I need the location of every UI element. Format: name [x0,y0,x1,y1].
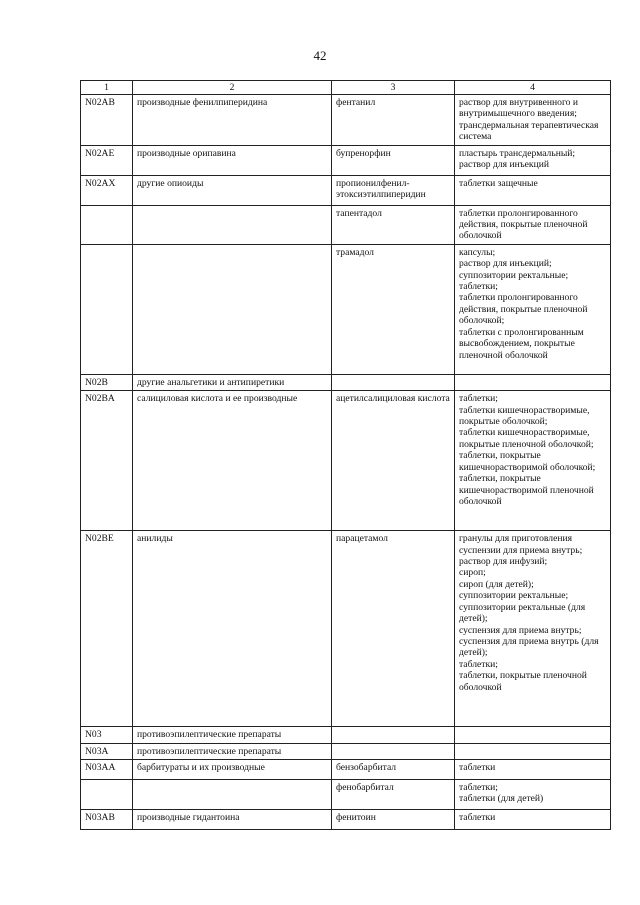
table-row [81,175,611,205]
group-name-cell: барбитураты и их производные [133,760,332,780]
dosage-form: таблетки; [459,658,498,670]
group-name-cell: противоэпилептические препараты [133,727,332,743]
dosage-forms-cell [455,531,611,727]
dosage-forms-cell [455,727,611,743]
dosage-forms-cell [455,780,611,810]
dosage-forms-cell [455,743,611,759]
dosage-forms-cell [455,244,611,374]
dosage-forms-cell [455,95,611,146]
table-row [81,205,611,244]
substance-cell: бупренорфин [332,145,455,175]
dosage-form: пластырь трансдермальный; [459,147,576,159]
dosage-form: капсулы; [459,246,496,258]
dosage-forms-cell [455,205,611,244]
table-row [81,780,611,810]
dosage-form: таблетки; [459,393,498,405]
table-row [81,531,611,727]
table-row [81,95,611,146]
dosage-form: таблетки [459,812,496,824]
group-name-cell: производные орипавина [133,145,332,175]
substance-cell: фентанил [332,95,455,146]
column-header-4: 4 [455,81,611,95]
atc-code-cell: N03AA [81,760,133,780]
atc-code-cell: N02B [81,374,133,390]
dosage-form: сироп; [459,567,486,579]
substance-cell: трамадол [332,244,455,374]
dosage-forms-cell [455,810,611,830]
dosage-form: таблетки, покрытые пленочной оболочкой [459,670,587,693]
dosage-forms-cell [455,374,611,390]
column-header-2: 2 [133,81,332,95]
dosage-form: таблетки (для детей) [459,793,544,805]
substance-cell: ацетилсалициловая кислота [332,391,455,531]
dosage-form: сироп (для детей); [459,578,534,590]
dosage-form: суппозитории ректальные (для детей); [459,601,586,625]
atc-code-cell: N03A [81,743,133,759]
substance-cell [332,743,455,759]
dosage-form: таблетки, покрытые кишечнорастворимой пленочной оболочкой [459,473,594,507]
atc-code-cell: N02BE [81,531,133,727]
dosage-forms-cell [455,145,611,175]
atc-code-cell [81,780,133,810]
dosage-form: таблетки пролонгированного действия, покрытые пленочной оболочкой; [459,292,588,327]
dosage-form: таблетки защечные [459,177,538,189]
dosage-form: раствор для инъекций [459,159,549,171]
table-row [81,727,611,743]
substance-cell: фенобарбитал [332,780,455,810]
table-row [81,391,611,531]
group-name-cell: производные гидантоина [133,810,332,830]
dosage-form: суспензия для приема внутрь (для детей); [459,635,599,659]
dosage-forms-cell [455,391,611,531]
substance-cell: парацетамол [332,531,455,727]
table-row [81,244,611,374]
dosage-form: суспензия для приема внутрь; [459,624,582,636]
atc-code-cell: N02BA [81,391,133,531]
dosage-form: гранулы для приготовления суспензии для приема внутрь; [459,533,583,556]
column-header-1: 1 [81,81,133,95]
atc-code-cell [81,244,133,374]
table-row [81,145,611,175]
substance-cell [332,374,455,390]
dosage-forms-cell [455,175,611,205]
page-number: 42 [313,48,327,63]
group-name-cell [133,780,332,810]
drug-table [80,80,611,830]
dosage-form: таблетки кишечнорастворимые, покрытые пленочной оболочкой; [459,427,594,450]
dosage-form: раствор для внутривенного и внутримышечного введения; [459,97,578,120]
table-row [81,760,611,780]
dosage-form: таблетки с пролонгированным высвобождением, покрытые пленочной оболочкой [459,326,584,361]
group-name-cell: салициловая кислота и ее производные [133,391,332,531]
dosage-form: таблетки кишечнорастворимые, покрытые оболочкой; [459,404,590,428]
group-name-cell: противоэпилептические препараты [133,743,332,759]
dosage-form: раствор для инфузий; [459,556,548,568]
atc-code-cell: N02AX [81,175,133,205]
dosage-form: трансдермальная терапевтическая система [459,119,599,143]
atc-code-cell: N03 [81,727,133,743]
atc-code-cell: N02AB [81,95,133,146]
substance-cell: тапентадол [332,205,455,244]
dosage-form: таблетки, покрытые кишечнорастворимой оболочкой; [459,450,596,473]
dosage-form: таблетки [459,762,496,774]
group-name-cell: анилиды [133,531,332,727]
group-name-cell: другие опиоиды [133,175,332,205]
dosage-form: таблетки; [459,782,498,794]
atc-code-cell: N02AE [81,145,133,175]
substance-cell: фенитоин [332,810,455,830]
table-header [81,81,611,95]
substance-cell: пропионилфенил-этоксиэтилпиперидин [332,175,455,205]
dosage-form: раствор для инъекций; [459,258,552,270]
table-row [81,374,611,390]
dosage-form: таблетки; [459,281,498,293]
table-row [81,743,611,759]
atc-code-cell: N03AB [81,810,133,830]
group-name-cell: производные фенилпиперидина [133,95,332,146]
substance-cell [332,727,455,743]
group-name-cell [133,205,332,244]
table-row [81,810,611,830]
substance-cell: бензобарбитал [332,760,455,780]
group-name-cell [133,244,332,374]
header-row [81,81,611,95]
table-body [81,95,611,830]
dosage-form: суппозитории ректальные; [459,590,569,602]
dosage-form: таблетки пролонгированного действия, покрытые пленочной оболочкой [459,207,588,242]
column-header-3: 3 [332,81,455,95]
group-name-cell: другие анальгетики и антипиретики [133,374,332,390]
atc-code-cell [81,205,133,244]
dosage-form: суппозитории ректальные; [459,269,569,281]
dosage-forms-cell [455,760,611,780]
